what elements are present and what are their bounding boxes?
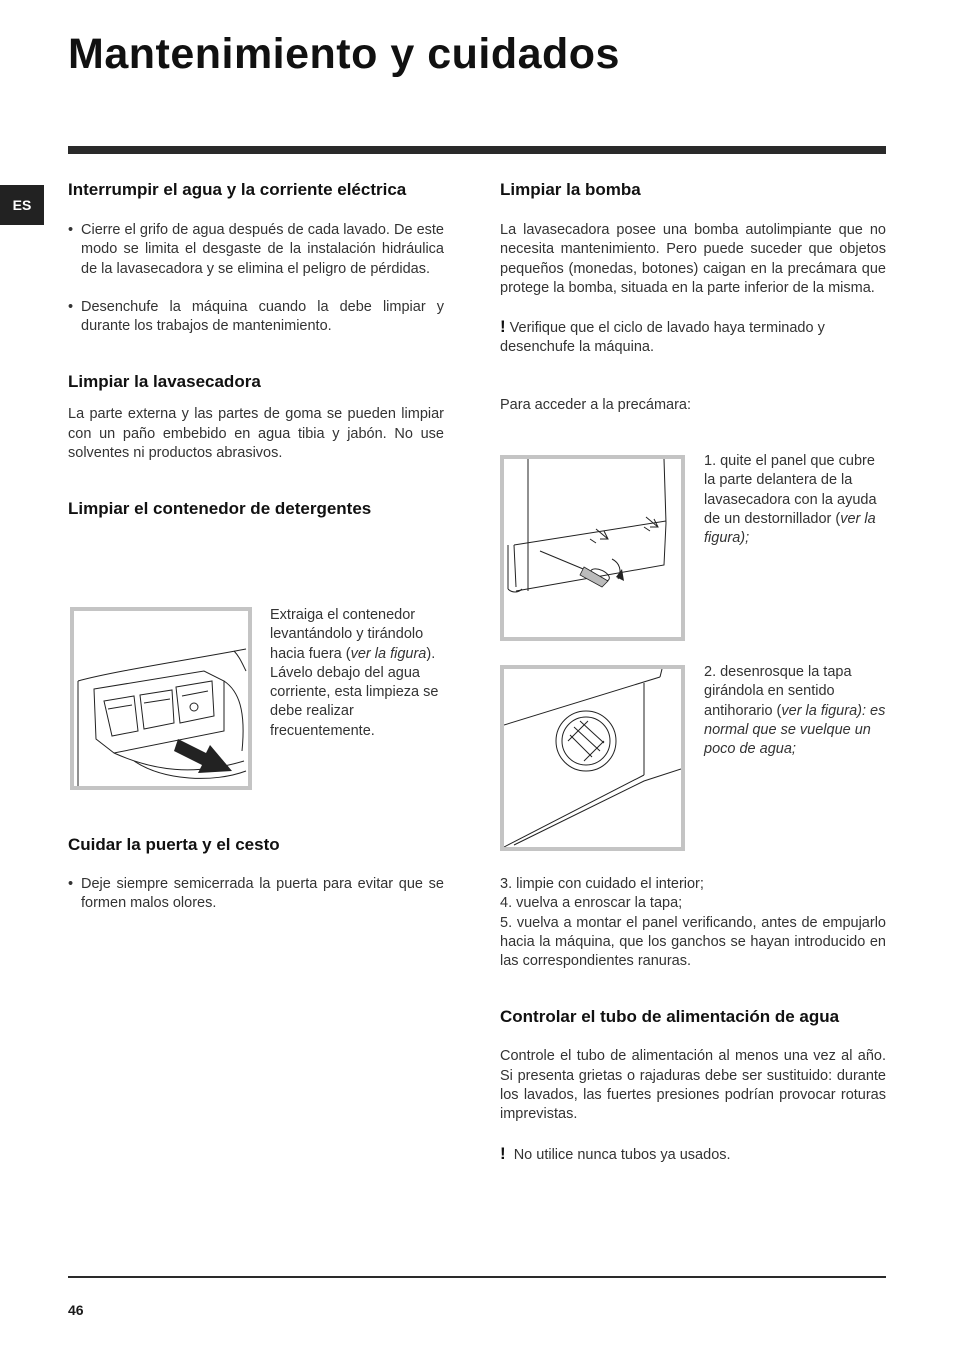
figure-reference: ver la figura bbox=[704, 510, 876, 547]
footer-divider bbox=[68, 1276, 886, 1278]
step4-text: 4. vuelva a enroscar la tapa; bbox=[500, 895, 683, 912]
step5-text: 5. vuelva a montar el panel verificando, antes de empujarlo hacia la máquina, que los ganchos se hayan introducido en las correspondientes ranuras. bbox=[500, 914, 886, 970]
pump-warning: ! Verifique que el ciclo de lavado haya terminado y desenchufe la máquina. bbox=[500, 317, 825, 356]
section-heading-hose: Controlar el tubo de alimentación de agua bbox=[500, 1007, 840, 1027]
right-column bbox=[500, 180, 886, 415]
list-item: • Cierre el grifo de agua después de cada lavado. De este modo se limita el desgaste de la instalación hidráulica de la lavasecadora y se elimina el peligro de pérdidas. bbox=[68, 221, 444, 279]
hose-warning: ! No utilice nunca tubos ya usados. bbox=[500, 1143, 731, 1163]
step3-text: 3. limpie con cuidado el interior; bbox=[500, 876, 704, 892]
access-intro: Para acceder a la precámara: bbox=[500, 396, 692, 413]
warning-icon: ! bbox=[500, 1143, 506, 1163]
step2-text: 2. desenrosque la tapa girándola en sentido antihorario (ver la figura): es normal que se vuelque un poco de agua; bbox=[704, 664, 886, 758]
pump-cap-figure bbox=[500, 665, 685, 851]
panel-removal-figure bbox=[500, 455, 685, 641]
figure-reference: ver la figura bbox=[350, 645, 427, 662]
pump-cap-illustration bbox=[504, 669, 681, 847]
remaining-steps bbox=[500, 875, 886, 1165]
detergent-drawer-figure bbox=[70, 607, 252, 790]
list-item: • Deje siempre semicerrada la puerta para evitar que se formen malos olores. bbox=[68, 875, 444, 914]
panel-removal-illustration bbox=[504, 459, 681, 637]
page-number: 46 bbox=[68, 1302, 84, 1318]
header-divider bbox=[68, 146, 886, 154]
step1-text: 1. quite el panel que cubre la parte delantera de la lavasecadora con la ayuda de un destornillador (ver la figura); bbox=[704, 453, 877, 547]
language-tab: ES bbox=[0, 185, 44, 225]
hose-text: Controle el tubo de alimentación al menos una vez al año. Si presenta grietas o rajaduras debe ser sustituido: durante los lavados, las fuertes presiones podrían provocar roturas imprevistas. bbox=[500, 1048, 886, 1123]
warning-icon: ! bbox=[500, 317, 506, 337]
figure-reference: ver la figura bbox=[781, 702, 858, 719]
pump-text: La lavasecadora posee una bomba autolimpiante que no necesita mantenimiento. Pero puede suceder que objetos pequeños (monedas, botones) caigan en la precámara que protege la bomba, situada en la parte inferior de la misma. bbox=[500, 222, 886, 296]
section-heading-water-power: Interrumpir el agua y la corriente eléctrica bbox=[68, 180, 407, 199]
list-item: • Desenchufe la máquina cuando la debe limpiar y durante los trabajos de mantenimiento. bbox=[68, 298, 444, 337]
section-heading-detergent: Limpiar el contenedor de detergentes bbox=[68, 499, 372, 519]
detergent-drawer-illustration bbox=[74, 611, 248, 786]
section-heading-pump: Limpiar la bomba bbox=[500, 180, 641, 199]
detergent-wash-text: Lávelo debajo del agua corriente, esta limpieza se debe realizar frecuentemente. bbox=[270, 664, 439, 739]
water-power-list bbox=[68, 221, 444, 336]
left-column bbox=[68, 180, 444, 519]
door-drum-section bbox=[68, 835, 444, 914]
door-drum-list bbox=[68, 875, 444, 914]
section-heading-door-drum: Cuidar la puerta y el cesto bbox=[68, 835, 280, 854]
page-title: Mantenimiento y cuidados bbox=[68, 30, 620, 78]
section-heading-clean-washer: Limpiar la lavasecadora bbox=[68, 372, 261, 392]
detergent-instructions: Extraiga el contenedor levantándolo y tirándolo hacia fuera (ver la figura). Lávelo debajo del agua corriente, esta limpieza se debe realizar frecuentemente. bbox=[270, 606, 446, 741]
clean-washer-text: La parte externa y las partes de goma se pueden limpiar con un paño embebido en agua tibia y jabón. No use solventes ni productos abrasivos. bbox=[68, 406, 444, 462]
